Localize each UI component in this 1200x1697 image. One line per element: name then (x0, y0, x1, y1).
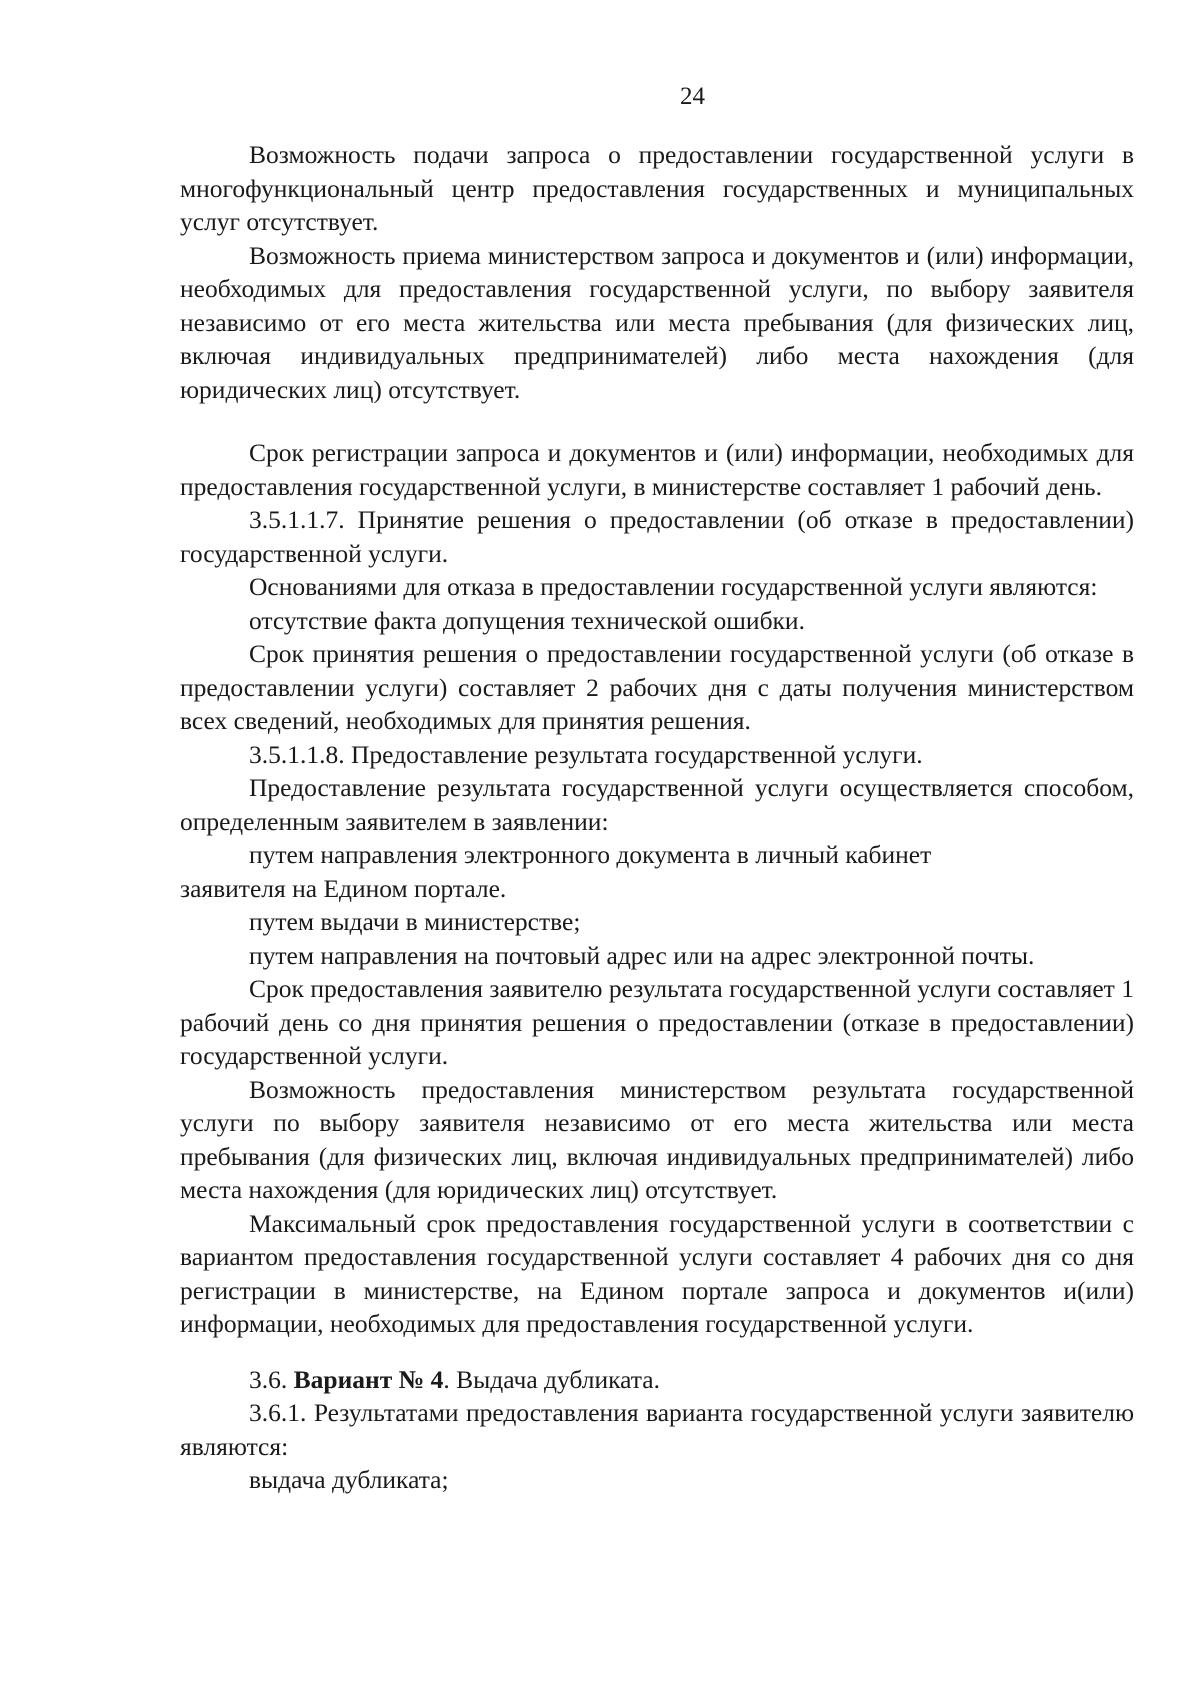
paragraph: заявителя на Едином портале. (180, 873, 507, 903)
paragraph: выдача дубликата; (249, 1465, 449, 1494)
variant-prefix: 3.6. (249, 1364, 294, 1394)
paragraph: Возможность приема министерством запроса и документов и (или) информации, необходимых для предоставления государственной услуги, по выбору заявителя независимо от его места жительства или места пребывания (для физических лиц, включая индивидуальных предпринимателей) либо места нахождения (для юридических лиц) отсутствует. (180, 240, 1134, 404)
page-number: 24 (680, 83, 705, 110)
paragraph: Срок регистрации запроса и документов и (или) информации, необходимых для предоставления государственной услуги, в министерстве составляет 1 рабочий день. (180, 438, 1134, 501)
paragraph: 3.6.1. Результатами предоставления варианта государственной услуги заявителю являются: (180, 1398, 1134, 1461)
paragraph: отсутствие факта допущения технической ошибки. (249, 605, 805, 635)
section-heading: 3.5.1.1.8. Предоставление результата государственной услуги. (249, 739, 923, 769)
paragraph-gap (180, 1341, 1134, 1363)
paragraph: Основаниями для отказа в предоставлении государственной услуги являются: (249, 572, 1098, 601)
paragraph: Максимальный срок предоставления государственной услуги в соответствии с вариантом предоставления государственной услуги составляет 4 рабочих дня со дня регистрации в министерстве, на Едином портале запроса и документов и(или) информации, необходимых для предоставления государственной услуги. (180, 1208, 1134, 1338)
section-heading-variant (180, 1363, 1134, 1397)
paragraph: Предоставление результата государственной услуги осуществляется способом, определенным заявителем в заявлении: (180, 773, 1134, 836)
document-body (180, 138, 1134, 1497)
paragraph: путем направления электронного документа в личный кабинет (249, 840, 932, 869)
paragraph: Срок принятия решения о предоставлении государственной услуги (об отказе в предоставлении услуги) составляет 2 рабочих дня с даты получения министерством всех сведений, необходимых для принятия решения. (180, 639, 1134, 735)
section-heading: 3.5.1.1.7. Принятие решения о предоставлении (об отказе в предоставлении) государственной услуги. (180, 505, 1134, 568)
paragraph-gap (180, 406, 1134, 436)
paragraph: Срок предоставления заявителю результата государственной услуги составляет 1 рабочий день со дня принятия решения о предоставлении (отказе в предоставлении) государственной услуги. (180, 974, 1134, 1070)
paragraph: путем направления на почтовый адрес или на адрес электронной почты. (249, 940, 1035, 970)
variant-title: Вариант № 4 (293, 1364, 444, 1394)
paragraph: Возможность подачи запроса о предоставлении государственной услуги в многофункциональный центр предоставления государственных и муниципальных услуг отсутствует. (180, 140, 1134, 236)
paragraph: Возможность предоставления министерством результата государственной услуги по выбору заявителя независимо от его места жительства или места пребывания (для физических лиц, включая индивидуальных предпринимателей) либо места нахождения (для юридических лиц) отсутствует. (180, 1074, 1134, 1204)
variant-suffix: . Выдача дубликата. (443, 1364, 660, 1394)
paragraph: путем выдачи в министерстве; (249, 907, 581, 936)
